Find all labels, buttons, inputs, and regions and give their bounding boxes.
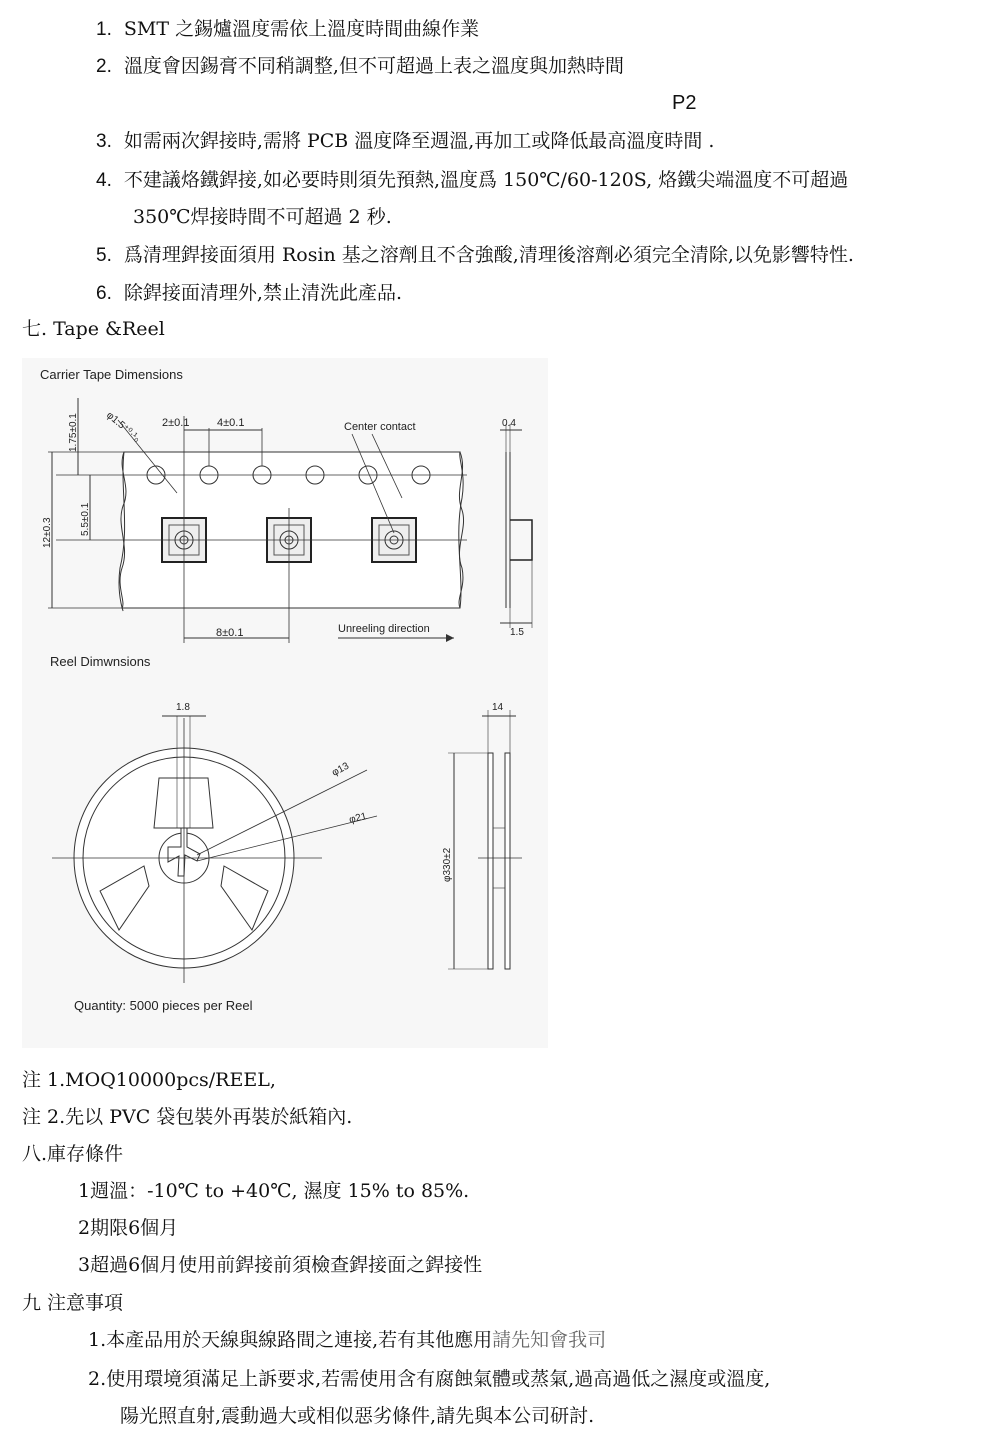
dim-slot-18: 1.8: [176, 702, 190, 713]
dim-dia-330: φ330±2: [442, 847, 453, 882]
dim-pitch-2: 2±0.1: [162, 417, 190, 429]
dim-hole-dia: φ1.5⁺⁰·¹₀: [104, 409, 143, 445]
dim-width-14: 14: [492, 702, 504, 713]
note-4-continued-text: 350℃焊接時間不可超過 2 秒.: [133, 206, 392, 228]
section-9-title: 九 注意事項: [22, 1292, 124, 1314]
page-marker: P2: [672, 92, 697, 114]
note-4-text: 不建議烙鐵銲接,如必要時則須先預熱,溫度爲 150℃/60-120S, 烙鐵尖端溫度不可超過: [123, 169, 849, 191]
tape-reel-svg: [22, 358, 548, 1048]
caution-item-1-text: 1.本產品用於天線與線路間之連接,若有其他應用: [88, 1329, 493, 1351]
note-1-text: SMT 之錫爐溫度需依上溫度時間曲線作業: [123, 18, 480, 40]
reel-title: Reel Dimwnsions: [50, 654, 151, 669]
carrier-tape-title: Carrier Tape Dimensions: [40, 367, 183, 382]
storage-item-2: 2期限6個月: [78, 1217, 179, 1239]
note-2: [96, 53, 624, 80]
note-3-number: 3.: [96, 131, 112, 152]
moq-note: 注 1.MOQ10000pcs/REEL,: [22, 1069, 276, 1091]
note-2-text: 溫度會因錫膏不同稍調整,但不可超過上表之溫度與加熱時間: [123, 55, 624, 77]
note-4-number: 4.: [96, 170, 112, 191]
note-3-text: 如需兩次銲接時,需將 PCB 溫度降至週溫,再加工或降低最高溫度時間 .: [123, 130, 715, 152]
note-5-number: 5.: [96, 245, 112, 266]
dim-edge-175: 1.75±0.1: [68, 413, 79, 452]
dim-dia-13: φ13: [330, 760, 351, 779]
section-8-title: 八.庫存條件: [22, 1143, 124, 1165]
note-6-text: 除銲接面清理外,禁止清洗此產品.: [123, 282, 402, 304]
dim-pitch-8: 8±0.1: [216, 627, 244, 639]
tape-side-view: [500, 424, 532, 628]
tape-reel-drawing: [22, 358, 548, 1048]
note-1: [96, 16, 479, 43]
dim-depth-15: 1.5: [510, 627, 524, 638]
caution-item-2: 2.使用環境須滿足上訴要求,若需使用含有腐蝕氣體或蒸氣,過高過低之濕度或溫度,: [88, 1368, 771, 1390]
note-1-number: 1.: [96, 19, 112, 40]
note-5: [96, 242, 854, 269]
note-6-number: 6.: [96, 283, 112, 304]
dim-offset-55: 5.5±0.1: [80, 502, 91, 536]
storage-item-3: 3超過6個月使用前銲接前須檢查銲接面之銲接性: [78, 1254, 483, 1276]
caution-item-1-contact: 請先知會我司: [492, 1329, 607, 1351]
note-3: [96, 128, 714, 155]
caution-item-2-continued: 陽光照直射,震動過大或相似惡劣條件,請先與本公司研討.: [120, 1405, 595, 1427]
quantity-label: Quantity: 5000 pieces per Reel: [74, 998, 253, 1013]
dim-dia-21: φ21: [348, 810, 368, 826]
reel-front-view: [52, 716, 377, 983]
dim-pitch-4: 4±0.1: [217, 417, 245, 429]
dim-width-12: 12±0.3: [42, 517, 53, 548]
note-4-continued: [133, 204, 392, 230]
note-6: [96, 280, 402, 307]
note-2-number: 2.: [96, 56, 112, 77]
label-center-contact: Center contact: [344, 421, 416, 433]
storage-item-1: 1週溫：-10℃ to +40℃, 濕度 15% to 85%.: [78, 1180, 470, 1202]
dim-thick-04: 0.4: [502, 418, 516, 429]
packing-note: 注 2.先以 PVC 袋包裝外再裝於紙箱內.: [22, 1106, 353, 1128]
reel-side-view: [448, 710, 522, 969]
note-5-text: 爲清理銲接面須用 Rosin 基之溶劑且不含強酸,清理後溶劑必須完全清除,以免影響特性.: [123, 244, 854, 266]
label-unreeling: Unreeling direction: [338, 623, 430, 635]
caution-item-1: [88, 1327, 606, 1353]
section-7-title: 七. Tape &Reel: [22, 318, 165, 340]
note-4: [96, 167, 848, 194]
